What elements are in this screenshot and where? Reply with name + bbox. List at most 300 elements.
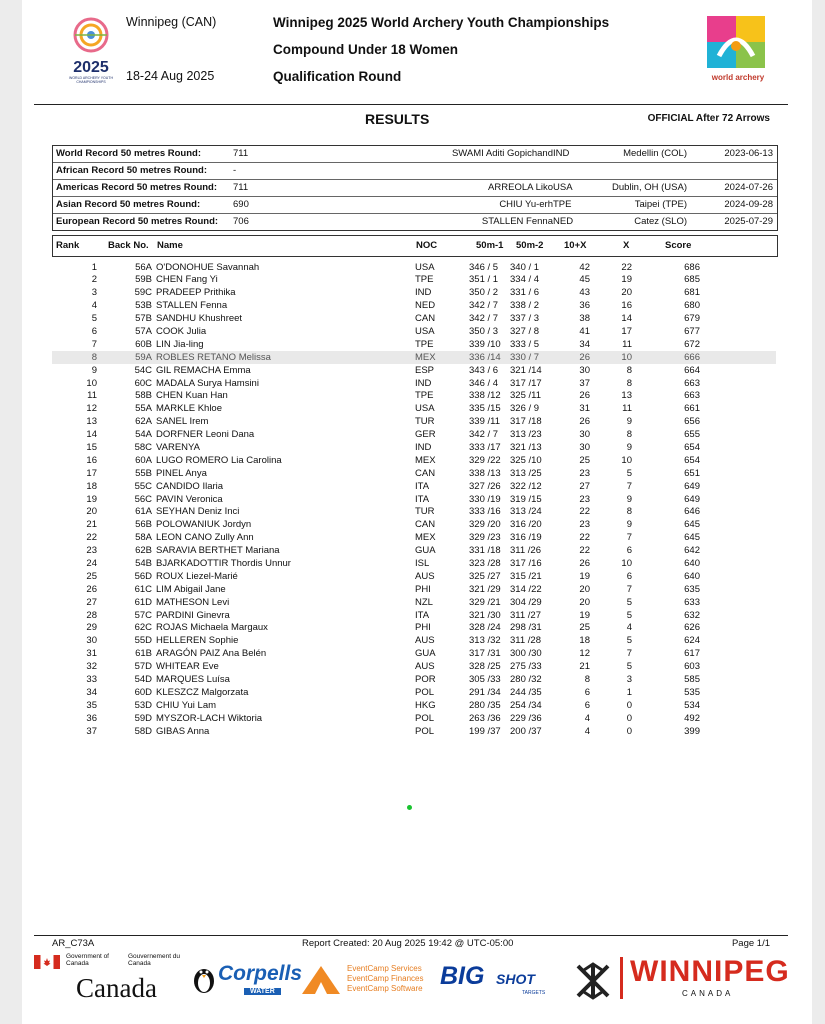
cell-rank: 19 bbox=[86, 493, 97, 505]
target-emblem-icon bbox=[67, 15, 115, 55]
world-archery-logo bbox=[707, 16, 769, 84]
cell-s2: 330 / 7 bbox=[510, 351, 540, 363]
corpells-water: WATER bbox=[244, 988, 281, 995]
cell-x: 20 bbox=[621, 287, 632, 299]
cell-x: 13 bbox=[621, 390, 632, 402]
cell-score: 663 bbox=[684, 377, 700, 389]
record-name: African Record 50 metres Round: bbox=[56, 165, 207, 176]
cell-tenx: 23 bbox=[579, 519, 590, 531]
cell-x: 10 bbox=[621, 557, 632, 569]
cell-tenx: 12 bbox=[579, 648, 590, 660]
cell-tenx: 37 bbox=[579, 377, 590, 389]
cell-score: 535 bbox=[684, 686, 700, 698]
cell-tenx: 22 bbox=[579, 545, 590, 557]
cell-score: 617 bbox=[684, 648, 700, 660]
cell-back: 56D bbox=[134, 570, 152, 582]
cell-rank: 12 bbox=[86, 403, 97, 415]
record-holder: STALLEN Fenna bbox=[481, 216, 553, 227]
cell-tenx: 38 bbox=[579, 313, 590, 325]
cell-score: 661 bbox=[684, 403, 700, 415]
results-table bbox=[52, 261, 776, 738]
cell-name: DORFNER Leoni Dana bbox=[156, 429, 255, 441]
cell-rank: 15 bbox=[86, 441, 97, 453]
cell-score: 492 bbox=[684, 712, 700, 724]
cell-name: LIM Abigail Jane bbox=[156, 583, 226, 595]
cell-name: WHITEAR Eve bbox=[156, 661, 219, 673]
cell-back: 55D bbox=[134, 635, 152, 647]
cell-score: 624 bbox=[684, 635, 700, 647]
cell-s1: 335 /15 bbox=[469, 403, 501, 415]
event-round: Qualification Round bbox=[273, 69, 402, 84]
record-row bbox=[53, 197, 777, 214]
cell-x: 14 bbox=[621, 313, 632, 325]
table-row bbox=[52, 338, 776, 351]
table-row bbox=[52, 661, 776, 674]
col-50m-1: 50m-1 bbox=[476, 240, 504, 251]
results-document bbox=[22, 0, 812, 1024]
cell-x: 0 bbox=[626, 725, 632, 737]
eventcamp-finances: EventCamp Finances bbox=[347, 974, 424, 983]
cell-x: 17 bbox=[621, 325, 632, 337]
winnipeg-canada: CANADA bbox=[682, 989, 734, 998]
record-noc: NED bbox=[553, 216, 574, 227]
cell-score: 645 bbox=[684, 532, 700, 544]
table-row bbox=[52, 648, 776, 661]
table-row bbox=[52, 325, 776, 338]
cell-s1: 333 /17 bbox=[469, 441, 501, 453]
table-row bbox=[52, 519, 776, 532]
cell-noc: POL bbox=[415, 686, 435, 698]
cell-rank: 10 bbox=[86, 377, 97, 389]
table-row bbox=[52, 545, 776, 558]
bigshot-shot: SHOT bbox=[496, 971, 535, 987]
cell-s1: 317 /31 bbox=[469, 648, 501, 660]
cell-name: LEON CANO Zully Ann bbox=[156, 532, 254, 544]
cell-name: LIN Jia-ling bbox=[156, 338, 204, 350]
cell-rank: 9 bbox=[91, 364, 97, 376]
header-divider bbox=[34, 104, 788, 105]
cell-back: 57B bbox=[135, 313, 152, 325]
cell-rank: 8 bbox=[91, 351, 97, 363]
logo-caption: WORLD ARCHERY YOUTH CHAMPIONSHIPS bbox=[69, 76, 113, 84]
cell-rank: 6 bbox=[91, 325, 97, 337]
cell-noc: CAN bbox=[415, 467, 436, 479]
table-row bbox=[52, 300, 776, 313]
cell-rank: 32 bbox=[86, 661, 97, 673]
cell-rank: 22 bbox=[86, 532, 97, 544]
record-row bbox=[53, 146, 777, 163]
cell-name: ROUX Liezel-Marié bbox=[156, 570, 238, 582]
table-row bbox=[52, 699, 776, 712]
cell-back: 61C bbox=[134, 583, 152, 595]
col-x: X bbox=[623, 240, 630, 251]
cell-x: 22 bbox=[621, 261, 632, 273]
cell-noc: ISL bbox=[415, 557, 430, 569]
cell-tenx: 31 bbox=[579, 403, 590, 415]
cell-s1: 323 /28 bbox=[469, 557, 501, 569]
cell-name: CHEN Kuan Han bbox=[156, 390, 228, 402]
cell-noc: AUS bbox=[415, 570, 435, 582]
record-noc: IND bbox=[553, 148, 570, 159]
cell-name: GIL REMACHA Emma bbox=[156, 364, 251, 376]
record-noc: USA bbox=[553, 182, 573, 193]
cell-name: GIBAS Anna bbox=[156, 725, 210, 737]
cell-s1: 351 / 1 bbox=[469, 274, 499, 286]
event-category: Compound Under 18 Women bbox=[273, 42, 459, 57]
table-row bbox=[52, 609, 776, 622]
cell-noc: USA bbox=[415, 261, 435, 273]
cell-back: 53B bbox=[135, 300, 152, 312]
cell-x: 3 bbox=[626, 674, 632, 685]
cell-noc: NED bbox=[415, 300, 436, 312]
cell-s2: 280 /32 bbox=[510, 674, 542, 685]
cell-tenx: 23 bbox=[579, 493, 590, 505]
cell-s2: 334 / 4 bbox=[510, 274, 540, 286]
cell-x: 19 bbox=[621, 274, 632, 286]
cell-s1: 343 / 6 bbox=[469, 364, 499, 376]
cell-s1: 336 /14 bbox=[469, 351, 501, 363]
cell-rank: 11 bbox=[87, 390, 97, 402]
cell-noc: AUS bbox=[415, 661, 435, 673]
cell-s2: 316 /20 bbox=[510, 519, 542, 531]
cell-s2: 200 /37 bbox=[510, 725, 542, 737]
cell-tenx: 36 bbox=[579, 300, 590, 312]
cell-noc: ESP bbox=[415, 364, 435, 376]
cell-score: 654 bbox=[684, 454, 700, 466]
cell-noc: GUA bbox=[415, 545, 436, 557]
cell-x: 8 bbox=[626, 377, 632, 389]
canada-wordmark: Canada bbox=[76, 973, 157, 1003]
tent-icon bbox=[300, 964, 342, 996]
record-name: European Record 50 metres Round: bbox=[56, 216, 219, 227]
cell-score: 685 bbox=[684, 274, 700, 286]
winnipeg-logo-text: WINNIPEG bbox=[630, 955, 790, 988]
cell-tenx: 26 bbox=[579, 351, 590, 363]
cell-noc: POR bbox=[415, 674, 436, 685]
sponsor-winnipeg bbox=[620, 955, 800, 1005]
table-row bbox=[52, 480, 776, 493]
cell-x: 10 bbox=[621, 454, 632, 466]
cell-back: 56A bbox=[135, 261, 152, 273]
cell-back: 58C bbox=[134, 441, 152, 453]
cell-back: 55A bbox=[135, 403, 152, 415]
table-row bbox=[52, 377, 776, 390]
table-row bbox=[52, 467, 776, 480]
record-noc: TPE bbox=[553, 199, 572, 210]
table-row bbox=[52, 583, 776, 596]
cell-score: 585 bbox=[684, 674, 700, 685]
record-name: Americas Record 50 metres Round: bbox=[56, 182, 218, 193]
cell-s2: 275 /33 bbox=[510, 661, 542, 673]
cell-s1: 329 /22 bbox=[469, 454, 501, 466]
cell-score: 626 bbox=[684, 622, 700, 634]
table-row bbox=[52, 261, 776, 274]
cell-s1: 328 /25 bbox=[469, 661, 501, 673]
cell-s2: 337 / 3 bbox=[510, 313, 540, 325]
cell-noc: CAN bbox=[415, 519, 436, 531]
cell-s1: 313 /32 bbox=[469, 635, 501, 647]
cell-tenx: 30 bbox=[579, 441, 590, 453]
cell-rank: 27 bbox=[86, 596, 97, 608]
cell-score: 655 bbox=[684, 429, 700, 441]
table-row bbox=[52, 429, 776, 442]
table-row bbox=[52, 712, 776, 725]
cell-score: 635 bbox=[684, 583, 700, 595]
table-row bbox=[52, 557, 776, 570]
cell-name: SARAVIA BERTHET Mariana bbox=[156, 545, 280, 557]
cell-back: 61D bbox=[134, 596, 152, 608]
cell-s2: 229 /36 bbox=[510, 712, 542, 724]
cell-name: BJARKADOTTIR Thordis Unnur bbox=[156, 557, 291, 569]
footer-divider bbox=[34, 935, 788, 936]
table-row bbox=[52, 686, 776, 699]
cell-back: 62B bbox=[135, 545, 152, 557]
cell-x: 0 bbox=[626, 699, 632, 711]
cell-score: 646 bbox=[684, 506, 700, 518]
cell-tenx: 23 bbox=[579, 467, 590, 479]
cell-s1: 280 /35 bbox=[469, 699, 501, 711]
cell-x: 0 bbox=[626, 712, 632, 724]
cell-tenx: 26 bbox=[579, 416, 590, 428]
cell-s1: 339 /11 bbox=[469, 416, 500, 428]
cell-noc: USA bbox=[415, 403, 435, 415]
cell-back: 62A bbox=[135, 416, 152, 428]
cell-s2: 321 /14 bbox=[510, 364, 542, 376]
cell-s1: 342 / 7 bbox=[469, 313, 499, 325]
table-row bbox=[52, 403, 776, 416]
cell-s1: 325 /27 bbox=[469, 570, 501, 582]
record-row bbox=[53, 180, 777, 197]
cell-rank: 25 bbox=[86, 570, 97, 582]
table-row bbox=[52, 364, 776, 377]
cell-score: 663 bbox=[684, 390, 700, 402]
page-number: Page 1/1 bbox=[731, 938, 770, 949]
col-50m-2: 50m-2 bbox=[516, 240, 544, 251]
table-row bbox=[52, 390, 776, 403]
cell-s1: 263 /36 bbox=[469, 712, 501, 724]
table-row bbox=[52, 596, 776, 609]
cell-noc: TUR bbox=[415, 506, 435, 518]
cell-s1: 330 /19 bbox=[469, 493, 501, 505]
col-10x: 10+X bbox=[564, 240, 587, 251]
cell-score: 649 bbox=[684, 493, 700, 505]
cell-s2: 313 /23 bbox=[510, 429, 542, 441]
cell-rank: 29 bbox=[86, 622, 97, 634]
cell-name: PARDINI Ginevra bbox=[156, 609, 230, 621]
cell-s1: 350 / 2 bbox=[469, 287, 499, 299]
cell-s2: 313 /24 bbox=[510, 506, 542, 518]
cell-tenx: 18 bbox=[579, 635, 590, 647]
cell-noc: IND bbox=[415, 377, 432, 389]
table-row bbox=[52, 635, 776, 648]
cell-back: 58A bbox=[135, 532, 152, 544]
cell-noc: IND bbox=[415, 287, 432, 299]
cell-back: 60A bbox=[135, 454, 152, 466]
cell-s1: 199 /37 bbox=[469, 725, 501, 737]
cell-x: 5 bbox=[626, 661, 632, 673]
cell-s1: 321 /30 bbox=[469, 609, 501, 621]
cell-score: 651 bbox=[684, 467, 700, 479]
cell-s2: 311 /27 bbox=[510, 609, 541, 621]
cell-s1: 346 / 5 bbox=[469, 261, 499, 273]
cell-tenx: 4 bbox=[584, 725, 590, 737]
cell-rank: 4 bbox=[91, 300, 97, 312]
cell-back: 58D bbox=[134, 725, 152, 737]
cell-s1: 329 /20 bbox=[469, 519, 501, 531]
corpells-logo-text: Corpells bbox=[218, 962, 303, 985]
cell-x: 8 bbox=[626, 429, 632, 441]
cell-name: ROJAS Michaela Margaux bbox=[156, 622, 268, 634]
cell-x: 6 bbox=[626, 570, 632, 582]
cell-back: 53D bbox=[134, 699, 152, 711]
cell-tenx: 22 bbox=[579, 506, 590, 518]
logo-year: 2025 bbox=[73, 59, 109, 76]
record-row bbox=[53, 163, 777, 180]
cell-s2: 331 / 6 bbox=[510, 287, 540, 299]
cell-rank: 5 bbox=[91, 313, 97, 325]
table-row bbox=[52, 532, 776, 545]
cell-score: 649 bbox=[684, 480, 700, 492]
col-noc: NOC bbox=[416, 240, 438, 251]
cell-back: 56C bbox=[134, 493, 152, 505]
report-code: AR_C73A bbox=[52, 938, 95, 949]
cell-noc: PHI bbox=[415, 622, 431, 634]
cell-x: 10 bbox=[621, 351, 632, 363]
cell-rank: 36 bbox=[86, 712, 97, 724]
cell-name: CHEN Fang Yi bbox=[156, 274, 218, 286]
cell-rank: 17 bbox=[86, 467, 97, 479]
event-title: Winnipeg 2025 World Archery Youth Championships bbox=[273, 15, 610, 30]
cell-name: PRADEEP Prithika bbox=[156, 287, 236, 299]
cell-tenx: 42 bbox=[579, 261, 590, 273]
cell-s1: 346 / 4 bbox=[469, 377, 499, 389]
record-date: 2025-07-29 bbox=[724, 216, 773, 227]
penguin-icon bbox=[192, 964, 216, 994]
results-column-header bbox=[52, 235, 778, 257]
cell-noc: AUS bbox=[415, 635, 435, 647]
cell-s2: 317 /17 bbox=[510, 377, 542, 389]
record-score: - bbox=[233, 165, 237, 176]
record-place: Catez (SLO) bbox=[634, 216, 687, 227]
cell-noc: TPE bbox=[415, 274, 434, 286]
cell-s2: 314 /22 bbox=[510, 583, 542, 595]
cell-name: CANDIDO Ilaria bbox=[156, 480, 224, 492]
cell-back: 59A bbox=[135, 351, 152, 363]
cell-name: PAVIN Veronica bbox=[156, 493, 223, 505]
cell-s2: 327 / 8 bbox=[510, 325, 540, 337]
table-row bbox=[52, 622, 776, 635]
cell-rank: 26 bbox=[86, 583, 97, 595]
cell-s2: 298 /31 bbox=[510, 622, 542, 634]
cell-x: 16 bbox=[621, 300, 632, 312]
cell-s2: 317 /16 bbox=[510, 557, 542, 569]
record-row bbox=[53, 214, 777, 230]
cell-rank: 14 bbox=[86, 429, 97, 441]
record-date: 2024-09-28 bbox=[724, 199, 773, 210]
cell-s2: 313 /25 bbox=[510, 467, 542, 479]
cell-name: COOK Julia bbox=[156, 325, 207, 337]
sponsor-eventcamp bbox=[300, 962, 440, 1002]
cell-back: 60B bbox=[135, 338, 152, 350]
cell-score: 645 bbox=[684, 519, 700, 531]
bigshot-big: BIG bbox=[440, 962, 485, 990]
cell-back: 58B bbox=[135, 390, 152, 402]
record-date: 2023-06-13 bbox=[724, 148, 773, 159]
cell-name: ARAGÓN PAIZ Ana Belén bbox=[156, 648, 267, 660]
cell-score: 534 bbox=[684, 699, 700, 711]
cell-noc: ITA bbox=[415, 609, 430, 621]
cell-s1: 342 / 7 bbox=[469, 429, 499, 441]
record-holder: SWAMI Aditi Gopichand bbox=[451, 148, 553, 159]
cell-s2: 316 /19 bbox=[510, 532, 542, 544]
eventcamp-software: EventCamp Software bbox=[347, 984, 423, 993]
cell-score: 672 bbox=[684, 338, 700, 350]
col-name: Name bbox=[157, 240, 183, 251]
cell-tenx: 20 bbox=[579, 596, 590, 608]
record-holder: ARREOLA Liko bbox=[488, 182, 553, 193]
cell-back: 61B bbox=[135, 648, 152, 660]
cell-name: MATHESON Levi bbox=[156, 596, 230, 608]
cell-noc: ITA bbox=[415, 493, 430, 505]
cell-s1: 338 /12 bbox=[469, 390, 501, 402]
cell-tenx: 26 bbox=[579, 557, 590, 569]
cell-score: 633 bbox=[684, 596, 700, 608]
cell-s2: 321 /13 bbox=[510, 441, 542, 453]
cell-rank: 35 bbox=[86, 699, 97, 711]
table-row bbox=[52, 725, 776, 738]
cell-x: 9 bbox=[626, 441, 632, 453]
cell-tenx: 45 bbox=[579, 274, 590, 286]
cell-back: 57A bbox=[135, 325, 152, 337]
cell-score: 632 bbox=[684, 609, 700, 621]
cell-s2: 326 / 9 bbox=[510, 403, 540, 415]
crossed-arrows-icon bbox=[574, 962, 612, 1000]
cell-tenx: 27 bbox=[579, 480, 590, 492]
cell-name: SANEL Irem bbox=[156, 416, 209, 428]
cell-name: MADALA Surya Hamsini bbox=[156, 377, 259, 389]
cell-name: O'DONOHUE Savannah bbox=[156, 261, 260, 273]
cell-s1: 328 /24 bbox=[469, 622, 501, 634]
cell-score: 640 bbox=[684, 557, 700, 569]
report-created: Report Created: 20 Aug 2025 19:42 @ UTC-05:00 bbox=[302, 938, 514, 949]
cell-s1: 339 /10 bbox=[469, 338, 501, 350]
bigshot-targets: TARGETS bbox=[522, 990, 546, 996]
table-row bbox=[52, 506, 776, 519]
official-status: OFFICIAL After 72 Arrows bbox=[647, 113, 770, 124]
cell-tenx: 8 bbox=[584, 674, 590, 685]
cell-x: 1 bbox=[626, 686, 632, 698]
records-table bbox=[52, 145, 778, 231]
record-name: Asian Record 50 metres Round: bbox=[56, 199, 201, 210]
cell-score: 399 bbox=[684, 725, 700, 737]
col-score: Score bbox=[665, 240, 692, 251]
cell-rank: 28 bbox=[86, 609, 97, 621]
record-holder: CHIU Yu-erh bbox=[499, 199, 553, 210]
event-logo bbox=[67, 15, 115, 84]
cell-rank: 31 bbox=[86, 648, 97, 660]
cell-x: 11 bbox=[622, 338, 632, 350]
table-row bbox=[52, 441, 776, 454]
cell-rank: 3 bbox=[91, 287, 97, 299]
cell-score: 681 bbox=[684, 287, 700, 299]
cell-x: 7 bbox=[626, 480, 632, 492]
cell-score: 656 bbox=[684, 416, 700, 428]
record-name: World Record 50 metres Round: bbox=[56, 148, 201, 159]
cell-name: PINEL Anya bbox=[156, 467, 207, 479]
gov-en: Government of Canada bbox=[66, 953, 109, 967]
cell-score: 686 bbox=[684, 261, 700, 273]
world-archery-emblem-icon bbox=[707, 16, 765, 68]
